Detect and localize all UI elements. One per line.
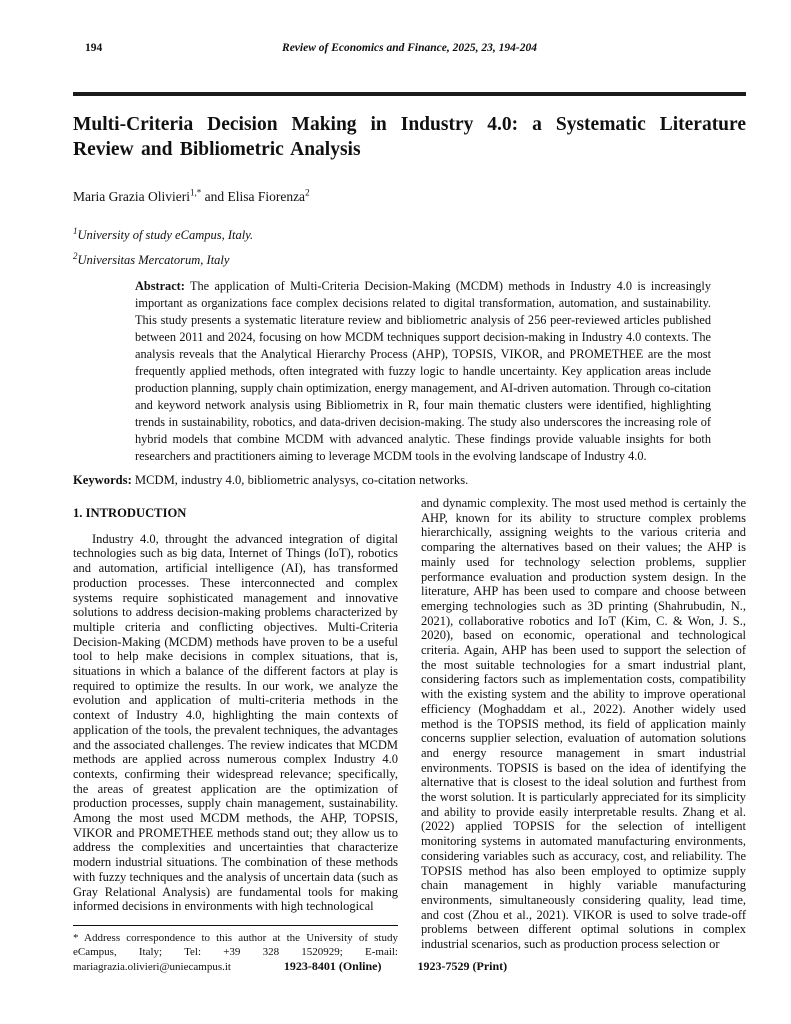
keywords-line: [73, 473, 746, 488]
page-footer: [0, 959, 791, 974]
abstract-label: Abstract:: [135, 279, 185, 293]
introduction-paragraph-right: and dynamic complexity. The most used method is certainly the AHP, known for its ability to structure complex problems hierarchically, assigning weights to the various criteria and comparing the alternatives based on their values; the AHP is mainly used for technology selection problems, supplier performance evaluation and production system design. In the literature, AHP has been used to compare and choose between emerging technologies such as 3D printing (Shahrubudin, N., 2021), collaborative robotics and IoT (Kim, C. & Won, J. S., 2020), based on economic, operational and technological criteria. Again, AHP has been used to support the selection of the most suitable technologies for a smart industrial plant, considering factors such as implementation costs, compatibility with the existing system and the ability to improve operational efficiency (Moghaddam et al., 2022). Another widely used method is the TOPSIS method, its field of application mainly concerns supplier selection, evaluation of automation solutions and energy resource management in smart industrial environments. TOPSIS is based on the idea of identifying the alternative that is closest to the ideal solution and furthest from the worst solution. It is particularly appreciated for its simplicity and ability to provide easily interpretable results. Zhang et al. (2022) applied TOPSIS for the selection of intelligent monitoring systems in automated manufacturing environments, considering variables such as accuracy, cost, and reliability. The TOPSIS method has also been employed to optimize supply chain management in highly variable manufacturing environments, simultaneously considering quality, lead time, and cost (Zhou et al., 2021). VIKOR is used to solve trade-off problems between different optimal solutions in complex industrial scenarios, such as production process selection or: [421, 496, 746, 952]
affiliation-1: [73, 225, 746, 243]
author-1: Maria Grazia Olivieri: [73, 189, 190, 204]
affiliation-1-superscript: 1: [73, 225, 78, 236]
affiliation-1-text: University of study eCampus, Italy.: [77, 228, 254, 242]
affiliation-2-text: Universitas Mercatorum, Italy: [77, 253, 230, 267]
journal-citation: Review of Economics and Finance, 2025, 23, 194-204: [282, 42, 537, 54]
left-column: [73, 503, 398, 974]
page-number: 194: [85, 42, 103, 54]
author-2: Elisa Fiorenza: [227, 189, 306, 204]
header-rule: [73, 92, 746, 96]
affiliations: [73, 225, 746, 268]
footnote-rule: [73, 925, 398, 926]
authors-joiner: and: [201, 189, 228, 204]
affiliation-2: [73, 250, 746, 268]
issn-online: 1923-8401 (Online): [283, 959, 382, 973]
author-2-superscript: 2: [305, 187, 310, 198]
abstract-text: The application of Multi-Criteria Decision-Making (MCDM) methods in Industry 4.0 is increasingly important as organizations face complex decisions related to digital transformation, automation, and sustainability. This study presents a systematic literature review and bibliometric analysis of 256 peer-reviewed articles published between 2011 and 2024, focusing on how MCDM techniques support decision-making in Industry 4.0 contexts. The analysis reveals that the Analytical Hierarchy Process (AHP), TOPSIS, VIKOR, and PROMETHEE are the most frequently applied methods, often integrated with fuzzy logic to handle uncertainty. Key application areas include production planning, supply chain optimization, energy management, and AI-driven automation. Through co-citation and keyword network analysis using Bibliometrix in R, four main thematic clusters were identified, highlighting trends in sustainability, robotics, and data-driven decision-making. The study also underscores the increasing role of hybrid models that combine MCDM with advanced analytic. These findings provide valuable insights for both researchers and practitioners aiming to leverage MCDM tools in the evolving landscape of Industry 4.0.: [135, 279, 711, 463]
keywords-text: MCDM, industry 4.0, bibliometric analysys, co-citation networks.: [134, 473, 469, 487]
affiliation-2-superscript: 2: [73, 250, 78, 261]
introduction-paragraph-left: Industry 4.0, throught the advanced integration of digital technologies such as big data, Internet of Things (IoT), robotics and automation, artificial intelligence (AI), has transformed production processes. These interconnected and complex systems require sophisticated management and innovative solutions to address decision-making problems characterized by multiple criteria and conflicting objectives. Multi-Criteria Decision-Making (MCDM) methods have proven to be a useful tool to help make decisions in complex situations, that is, situations in which a balance of the different factors at play is required to optimize the results. In our work, we analyze the evolution and application of multi-criteria methods in the context of Industry 4.0, highlighting the main contexts of application of the tools, the prevalent techniques, the advantages and the associated challenges. The review indicates that MCDM methods are applied across numerous complex Industry 4.0 contexts, confirming their widespread relevance; specifically, the areas of greatest application are the optimization of production processes, supply chain management, sustainability. Among the most used MCDM methods, the AHP, TOPSIS, VIKOR and PROMETHEE methods stand out; they allow us to address the complexities and uncertainties that characterize modern industrial situations. The combination of these methods with fuzzy techniques and the analysis of uncertain data (such as Gray Relational Analysis) are fundamental tools for making informed decisions in environments with high technological: [73, 531, 398, 914]
running-head: [73, 42, 746, 58]
issn-print: 1923-7529 (Print): [417, 959, 508, 973]
correspondence-footnote: * Address correspondence to this author at the University of study eCampus, Italy; Tel: +39 328 1520929; E-mail: mariagrazia.olivieri@uniecampus.it: [73, 931, 398, 973]
section-heading-introduction: 1. INTRODUCTION: [73, 506, 187, 520]
body-columns: [73, 496, 746, 974]
keywords-label: Keywords:: [73, 473, 132, 487]
authors-line: [73, 189, 746, 205]
abstract-block: [135, 278, 711, 465]
paper-title: Multi-Criteria Decision Making in Industry 4.0: a Systematic Literature Review and Bibliometric Analysis: [73, 114, 746, 160]
right-column: [421, 496, 746, 974]
author-1-superscript: 1,*: [189, 187, 202, 198]
